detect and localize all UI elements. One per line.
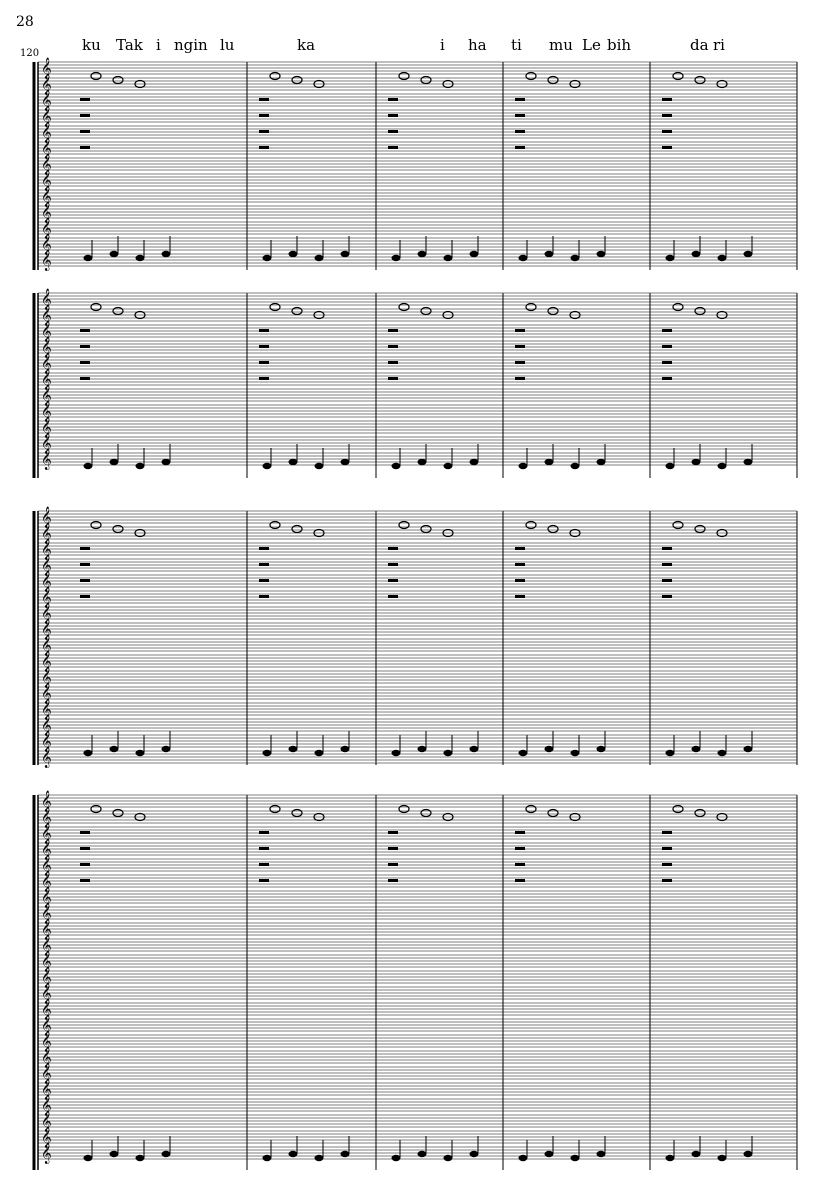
treble-clef-icon: 𝄞 <box>41 983 52 1004</box>
treble-clef-icon: 𝄞 <box>41 699 52 720</box>
treble-clef-icon: 𝄞 <box>41 839 52 860</box>
whole-rest <box>259 345 269 348</box>
treble-clef-icon: 𝄞 <box>41 951 52 972</box>
notehead-filled <box>136 463 145 469</box>
treble-clef-icon: 𝄞 <box>41 855 52 876</box>
lyric-syllable: i <box>440 36 445 54</box>
treble-clef-icon: 𝄞 <box>41 967 52 988</box>
whole-rest <box>515 329 525 332</box>
treble-clef-icon: 𝄞 <box>41 449 52 470</box>
treble-clef-icon: 𝄞 <box>41 871 52 892</box>
notehead-filled <box>84 1155 93 1161</box>
notehead <box>421 77 431 84</box>
treble-clef-icon: 𝄞 <box>41 1143 52 1164</box>
whole-rest <box>662 377 672 380</box>
whole-rest <box>662 361 672 364</box>
notehead-filled <box>341 251 350 257</box>
treble-clef-icon: 𝄞 <box>41 791 52 812</box>
whole-rest <box>662 831 672 834</box>
notehead <box>113 810 123 817</box>
notehead <box>399 73 409 80</box>
treble-clef-icon: 𝄞 <box>41 1079 52 1100</box>
whole-rest <box>80 130 90 133</box>
notehead-filled <box>263 255 272 261</box>
treble-clef-icon: 𝄞 <box>41 823 52 844</box>
notehead-filled <box>744 251 753 257</box>
whole-rest <box>662 329 672 332</box>
notehead-filled <box>289 1151 298 1157</box>
notehead <box>695 308 705 315</box>
whole-rest <box>515 579 525 582</box>
lyric-syllable: mu <box>549 36 573 54</box>
whole-rest <box>259 98 269 101</box>
whole-rest <box>662 130 672 133</box>
notehead-filled <box>666 750 675 756</box>
notehead <box>526 806 536 813</box>
notehead-filled <box>597 251 606 257</box>
whole-rest <box>662 98 672 101</box>
treble-clef-icon: 𝄞 <box>41 417 52 438</box>
notehead-filled <box>545 459 554 465</box>
lyric-syllable: lu <box>220 36 235 54</box>
whole-rest <box>515 146 525 149</box>
treble-clef-icon: 𝄞 <box>41 887 52 908</box>
whole-rest <box>259 563 269 566</box>
notehead <box>526 522 536 529</box>
notehead <box>421 810 431 817</box>
whole-rest <box>259 579 269 582</box>
treble-clef-icon: 𝄞 <box>41 433 52 454</box>
notehead-filled <box>744 459 753 465</box>
notehead <box>270 806 280 813</box>
lyric-syllable: ka <box>297 36 316 54</box>
treble-clef-icon: 𝄞 <box>41 1063 52 1084</box>
whole-rest <box>388 879 398 882</box>
notehead <box>695 77 705 84</box>
treble-clef-icon: 𝄞 <box>41 603 52 624</box>
notehead <box>113 526 123 533</box>
whole-rest <box>662 579 672 582</box>
notehead-filled <box>597 746 606 752</box>
whole-rest <box>515 563 525 566</box>
whole-rest <box>515 847 525 850</box>
notehead-filled <box>162 746 171 752</box>
whole-rest <box>515 345 525 348</box>
notehead-filled <box>666 463 675 469</box>
treble-clef-icon: 𝄞 <box>41 1127 52 1148</box>
whole-rest <box>662 146 672 149</box>
whole-rest <box>259 146 269 149</box>
notehead <box>673 522 683 529</box>
whole-rest <box>388 98 398 101</box>
notehead <box>548 308 558 315</box>
treble-clef-icon: 𝄞 <box>41 401 52 422</box>
treble-clef-icon: 𝄞 <box>41 1047 52 1068</box>
treble-clef-icon: 𝄞 <box>41 1031 52 1052</box>
notehead-filled <box>470 251 479 257</box>
treble-clef-icon: 𝄞 <box>41 619 52 640</box>
notehead-filled <box>744 1151 753 1157</box>
notehead <box>421 308 431 315</box>
notehead <box>673 806 683 813</box>
whole-rest <box>388 847 398 850</box>
treble-clef-icon: 𝄞 <box>41 186 52 207</box>
notehead-filled <box>315 255 324 261</box>
whole-rest <box>388 345 398 348</box>
treble-clef-icon: 𝄞 <box>41 683 52 704</box>
notehead-filled <box>571 750 580 756</box>
notehead-filled <box>263 463 272 469</box>
treble-clef-icon: 𝄞 <box>41 523 52 544</box>
whole-rest <box>80 595 90 598</box>
treble-clef-icon: 𝄞 <box>41 289 52 310</box>
treble-clef-icon: 𝄞 <box>41 731 52 752</box>
notehead <box>695 810 705 817</box>
treble-clef-icon: 𝄞 <box>41 58 52 79</box>
notehead-filled <box>519 255 528 261</box>
notehead-filled <box>418 251 427 257</box>
lyric-syllable: Tak <box>116 36 143 54</box>
treble-clef-icon: 𝄞 <box>41 587 52 608</box>
notehead-filled <box>444 255 453 261</box>
notehead <box>673 304 683 311</box>
whole-rest <box>515 595 525 598</box>
whole-rest <box>80 146 90 149</box>
notehead <box>91 73 101 80</box>
notehead <box>270 304 280 311</box>
notehead-filled <box>571 255 580 261</box>
notehead <box>399 806 409 813</box>
whole-rest <box>259 547 269 550</box>
treble-clef-icon: 𝄞 <box>41 170 52 191</box>
notehead-filled <box>418 459 427 465</box>
treble-clef-icon: 𝄞 <box>41 807 52 828</box>
notehead-filled <box>666 1155 675 1161</box>
notehead-filled <box>692 251 701 257</box>
notehead-filled <box>444 750 453 756</box>
notehead-filled <box>162 251 171 257</box>
notehead <box>673 73 683 80</box>
whole-rest <box>515 114 525 117</box>
treble-clef-icon: 𝄞 <box>41 369 52 390</box>
treble-clef-icon: 𝄞 <box>41 1015 52 1036</box>
whole-rest <box>80 831 90 834</box>
notehead-filled <box>136 750 145 756</box>
notehead-filled <box>289 746 298 752</box>
notehead-filled <box>289 459 298 465</box>
lyric-syllable: Le <box>582 36 601 54</box>
whole-rest <box>388 563 398 566</box>
whole-rest <box>515 831 525 834</box>
treble-clef-icon: 𝄞 <box>41 903 52 924</box>
whole-rest <box>662 114 672 117</box>
treble-clef-icon: 𝄞 <box>41 935 52 956</box>
lyric-syllable: ngin <box>174 36 208 54</box>
notehead-filled <box>571 1155 580 1161</box>
notehead-filled <box>470 459 479 465</box>
lyric-syllable: ku <box>82 36 101 54</box>
notehead <box>292 810 302 817</box>
notehead-filled <box>110 459 119 465</box>
treble-clef-icon: 𝄞 <box>41 999 52 1020</box>
whole-rest <box>80 547 90 550</box>
whole-rest <box>515 547 525 550</box>
notehead <box>548 810 558 817</box>
whole-rest <box>259 863 269 866</box>
whole-rest <box>388 595 398 598</box>
notehead-filled <box>84 255 93 261</box>
treble-clef-icon: 𝄞 <box>41 747 52 768</box>
notehead <box>91 522 101 529</box>
treble-clef-icon: 𝄞 <box>41 1111 52 1132</box>
whole-rest <box>259 595 269 598</box>
whole-rest <box>80 879 90 882</box>
notehead-filled <box>84 750 93 756</box>
whole-rest <box>388 377 398 380</box>
whole-rest <box>80 98 90 101</box>
notehead-filled <box>341 459 350 465</box>
whole-rest <box>259 831 269 834</box>
whole-rest <box>515 863 525 866</box>
notehead-filled <box>718 463 727 469</box>
notehead-filled <box>110 746 119 752</box>
whole-rest <box>388 863 398 866</box>
whole-rest <box>388 329 398 332</box>
notehead-filled <box>110 1151 119 1157</box>
notehead <box>113 77 123 84</box>
whole-rest <box>662 595 672 598</box>
notehead-filled <box>392 463 401 469</box>
whole-rest <box>80 377 90 380</box>
whole-rest <box>662 563 672 566</box>
treble-clef-icon: 𝄞 <box>41 234 52 255</box>
treble-clef-icon: 𝄞 <box>41 919 52 940</box>
treble-clef-icon: 𝄞 <box>41 74 52 95</box>
treble-clef-icon: 𝄞 <box>41 106 52 127</box>
treble-clef-icon: 𝄞 <box>41 154 52 175</box>
notehead <box>292 526 302 533</box>
lyric-syllable: i <box>156 36 161 54</box>
treble-clef-icon: 𝄞 <box>41 555 52 576</box>
notehead-filled <box>341 746 350 752</box>
notehead <box>526 304 536 311</box>
treble-clef-icon: 𝄞 <box>41 353 52 374</box>
notehead-filled <box>519 750 528 756</box>
whole-rest <box>80 361 90 364</box>
whole-rest <box>259 847 269 850</box>
whole-rest <box>662 547 672 550</box>
whole-rest <box>515 879 525 882</box>
treble-clef-icon: 𝄞 <box>41 385 52 406</box>
notehead-filled <box>315 750 324 756</box>
lyric-syllable: ti <box>511 36 522 54</box>
whole-rest <box>662 863 672 866</box>
notehead-filled <box>418 1151 427 1157</box>
notehead-filled <box>392 750 401 756</box>
whole-rest <box>515 130 525 133</box>
whole-rest <box>80 847 90 850</box>
notehead-filled <box>444 463 453 469</box>
notehead-filled <box>519 463 528 469</box>
measure-number: 120 <box>20 48 40 59</box>
whole-rest <box>80 863 90 866</box>
treble-clef-icon: 𝄞 <box>41 138 52 159</box>
whole-rest <box>80 579 90 582</box>
whole-rest <box>388 114 398 117</box>
whole-rest <box>515 98 525 101</box>
treble-clef-icon: 𝄞 <box>41 90 52 111</box>
notehead-filled <box>136 1155 145 1161</box>
whole-rest <box>388 130 398 133</box>
notehead-filled <box>315 463 324 469</box>
notehead-filled <box>418 746 427 752</box>
notehead-filled <box>341 1151 350 1157</box>
lyric-syllable: bih <box>607 36 632 54</box>
treble-clef-icon: 𝄞 <box>41 635 52 656</box>
whole-rest <box>80 563 90 566</box>
notehead-filled <box>597 459 606 465</box>
whole-rest <box>388 579 398 582</box>
whole-rest <box>259 377 269 380</box>
treble-clef-icon: 𝄞 <box>41 667 52 688</box>
notehead-filled <box>692 1151 701 1157</box>
whole-rest <box>388 361 398 364</box>
whole-rest <box>80 345 90 348</box>
notehead-filled <box>263 750 272 756</box>
treble-clef-icon: 𝄞 <box>41 571 52 592</box>
whole-rest <box>259 329 269 332</box>
whole-rest <box>388 831 398 834</box>
treble-clef-icon: 𝄞 <box>41 321 52 342</box>
notehead-filled <box>718 255 727 261</box>
notehead-filled <box>692 459 701 465</box>
notehead-filled <box>392 255 401 261</box>
notehead-filled <box>545 1151 554 1157</box>
notehead-filled <box>470 746 479 752</box>
lyric-syllable: ri <box>713 36 725 54</box>
notehead-filled <box>263 1155 272 1161</box>
whole-rest <box>80 114 90 117</box>
whole-rest <box>259 130 269 133</box>
whole-rest <box>662 847 672 850</box>
notehead-filled <box>110 251 119 257</box>
notehead <box>421 526 431 533</box>
notehead <box>695 526 705 533</box>
page-number: 28 <box>16 14 34 30</box>
notehead-filled <box>744 746 753 752</box>
treble-clef-icon: 𝄞 <box>41 507 52 528</box>
notehead-filled <box>392 1155 401 1161</box>
whole-rest <box>80 329 90 332</box>
notehead-filled <box>84 463 93 469</box>
notehead-filled <box>718 1155 727 1161</box>
notehead-filled <box>597 1151 606 1157</box>
treble-clef-icon: 𝄞 <box>41 539 52 560</box>
notehead <box>548 77 558 84</box>
notehead-filled <box>545 251 554 257</box>
notehead <box>548 526 558 533</box>
treble-clef-icon: 𝄞 <box>41 1095 52 1116</box>
notehead <box>399 522 409 529</box>
notehead <box>292 308 302 315</box>
whole-rest <box>662 879 672 882</box>
treble-clef-icon: 𝄞 <box>41 651 52 672</box>
treble-clef-icon: 𝄞 <box>41 250 52 271</box>
treble-clef-icon: 𝄞 <box>41 305 52 326</box>
notehead-filled <box>470 1151 479 1157</box>
notehead <box>91 304 101 311</box>
notehead <box>292 77 302 84</box>
whole-rest <box>259 361 269 364</box>
treble-clef-icon: 𝄞 <box>41 122 52 143</box>
notehead-filled <box>666 255 675 261</box>
notehead-filled <box>315 1155 324 1161</box>
whole-rest <box>515 361 525 364</box>
notehead-filled <box>289 251 298 257</box>
treble-clef-icon: 𝄞 <box>41 337 52 358</box>
notehead-filled <box>519 1155 528 1161</box>
whole-rest <box>259 114 269 117</box>
notehead <box>399 304 409 311</box>
whole-rest <box>259 879 269 882</box>
notehead-filled <box>718 750 727 756</box>
notehead-filled <box>444 1155 453 1161</box>
notehead-filled <box>545 746 554 752</box>
notehead <box>270 522 280 529</box>
notehead-filled <box>162 1151 171 1157</box>
lyric-syllable: ha <box>468 36 487 54</box>
notehead-filled <box>692 746 701 752</box>
whole-rest <box>388 146 398 149</box>
notehead <box>113 308 123 315</box>
treble-clef-icon: 𝄞 <box>41 202 52 223</box>
notehead <box>526 73 536 80</box>
notehead-filled <box>136 255 145 261</box>
notehead-filled <box>162 459 171 465</box>
whole-rest <box>388 547 398 550</box>
whole-rest <box>515 377 525 380</box>
notehead-filled <box>571 463 580 469</box>
lyric-syllable: da <box>690 36 709 54</box>
treble-clef-icon: 𝄞 <box>41 218 52 239</box>
treble-clef-icon: 𝄞 <box>41 715 52 736</box>
notehead <box>270 73 280 80</box>
notehead <box>91 806 101 813</box>
whole-rest <box>662 345 672 348</box>
